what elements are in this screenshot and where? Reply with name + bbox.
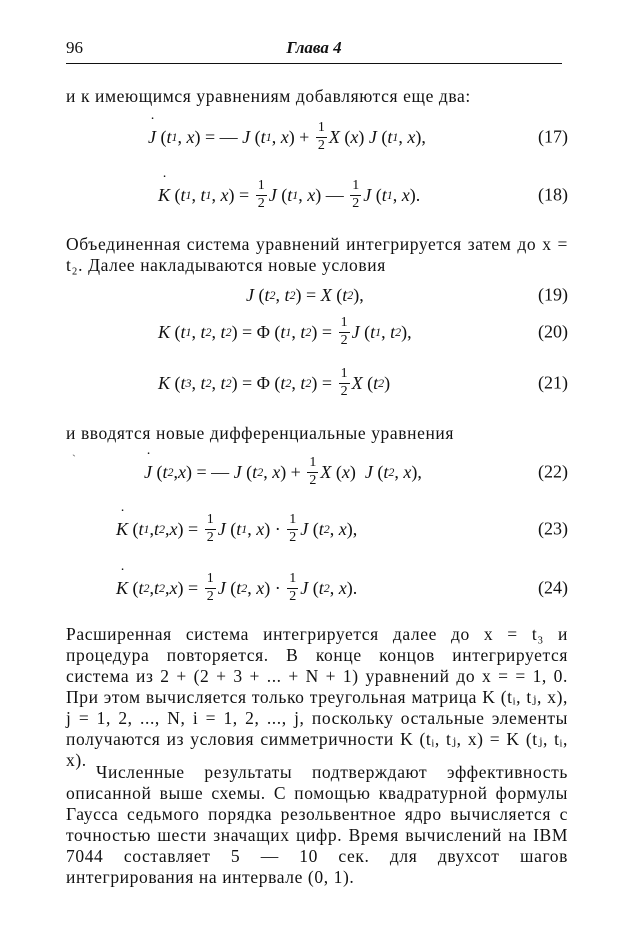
equation-23-body: ˙ K ( t 1 , t 2 , x ) = $\frac{1}{2}$ J ( t 1 , x ) · $\frac{1}{2}$ J ( t 2 , x ), [116, 507, 357, 551]
equation-22 [66, 450, 568, 494]
equation-21 [66, 361, 568, 405]
equation-17-body: ˙ J ( t 1 , x ) = — J ( t 1 , x ) + $\frac{1}{2}$ X ( x ) J ( t 1 , x ), [148, 115, 426, 159]
header-rule [66, 63, 562, 64]
equation-23-number: (23) [538, 518, 568, 539]
equation-24-number: (24) [538, 577, 568, 598]
equation-24 [66, 566, 568, 610]
stray-mark: ` [72, 452, 76, 466]
equation-23 [66, 507, 568, 551]
equation-20 [66, 310, 568, 354]
equation-22-number: (22) [538, 461, 568, 482]
paragraph-conditions: Объединенная система уравнений интегрируется затем до x = t₂. Далее накладываются новые условия [66, 234, 568, 275]
equation-18-number: (18) [538, 184, 568, 205]
page-header [66, 38, 562, 62]
paragraph-numerical-results: Численные результаты подтверждают эффективность описанной выше схемы. С помощью квадратурной формулы Гаусса седьмого порядка резольвентное ядро вычисляется с точностью шести значащих цифр. Время вычислений на IBM 7044 составляет 5 — 10 сек. для двухсот шагов интегрирования на интервале (0, 1). [66, 762, 568, 887]
equation-21-number: (21) [538, 372, 568, 393]
equation-18-body: ˙ K ( t 1 , t 1 , x ) = $\frac{1}{2}$ J ( t 1 , x ) — $\frac{1}{2}$ J ( t 1 , x ). [158, 173, 420, 217]
equation-20-number: (20) [538, 321, 568, 342]
equation-17 [66, 115, 568, 159]
equation-18 [66, 173, 568, 217]
paragraph-intro: и к имеющимся уравнениям добавляются еще два: [66, 86, 471, 106]
equation-21-body: K ( t 3 , t 2 , t 2 ) = Φ ( t 2 , t 2 ) = $\frac{1}{2}$ X ( t 2 ) [158, 366, 391, 399]
equation-22-body: ˙ J ( t 2 , x ) = — J ( t 2 , x ) + $\frac{1}{2}$ X ( x ) J ( t 2 , x ), [144, 450, 422, 494]
page-number: 96 [66, 38, 83, 57]
equation-19-number: (19) [538, 284, 568, 305]
equation-20-body: K ( t 1 , t 2 , t 2 ) = Φ ( t 1 , t 2 ) = $\frac{1}{2}$ J ( t 1 , t 2 ), [158, 315, 412, 348]
equation-17-number: (17) [538, 126, 568, 147]
equation-24-body: ˙ K ( t 2 , t 2 , x ) = $\frac{1}{2}$ J ( t 2 , x ) · $\frac{1}{2}$ J ( t 2 , x ). [116, 566, 357, 610]
paragraph-new-equations: и вводятся новые дифференциальные уравнения [66, 423, 455, 443]
equation-19-body: J ( t 2 , t 2 ) = X ( t 2 ), [246, 284, 364, 305]
chapter-title: Глава 4 [286, 38, 342, 57]
paragraph-extended-system: Расширенная система интегрируется далее до x = t₃ и процедура повторяется. В конце концов интегрируется система из 2 + (2 + 3 + ... + N + 1) уравнений до x = = 1, 0. При этом вычисляется только треугольная матрица K (tᵢ, tⱼ, x), j = 1, 2, ..., N, i = 1, 2, ..., j, поскольку остальные элементы получаются из условия симметричности K (tᵢ, tⱼ, x) = K (tⱼ, tᵢ, x). [66, 624, 568, 770]
